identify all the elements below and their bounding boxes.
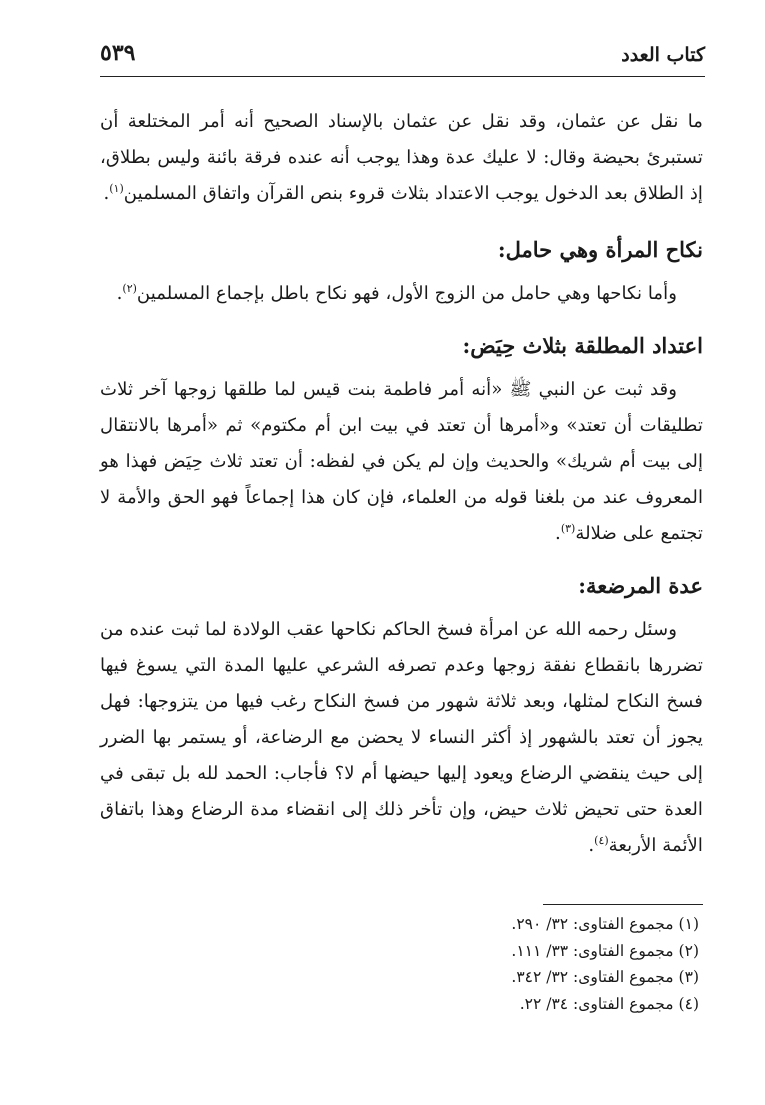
book-title: كتاب العدد — [621, 44, 705, 66]
footnote-item — [100, 991, 703, 1018]
footnotes — [100, 904, 703, 1017]
paragraph-end: . — [588, 835, 595, 856]
paragraph-end: . — [555, 523, 561, 544]
footnote-separator — [543, 904, 703, 905]
footnote-text: مجموع الفتاوى: ٣٢/ ٣٤٢. — [511, 968, 674, 986]
footnote-number: (٤) — [678, 994, 699, 1013]
footnote-item — [100, 938, 703, 965]
paragraph-text: وأما نكاحها وهي حامل من الزوج الأول، فهو نكاح باطل بإجماع المسلمين — [136, 283, 677, 304]
paragraph — [100, 276, 703, 312]
main-text — [100, 104, 703, 864]
section-heading: عدة المرضعة: — [578, 573, 703, 598]
footnote-ref: (٤) — [594, 833, 609, 847]
footnote-ref: (٢) — [122, 281, 137, 295]
paragraph-text: ما نقل عن عثمان، وقد نقل عن عثمان بالإسناد الصحيح أنه أمر المختلعة أن تستبرئ بحيضة وقال: لا عليك عدة وهذا يوجب أنه عنده فرقة بائنة وليس بطلاق، إذ الطلاق بعد الدخول يوجب الاعتداد بثلاث قروء بنص القرآن واتفاق المسلمين — [100, 111, 703, 204]
page-number: ٥٣٩ — [100, 40, 136, 66]
footnote-number: (٣) — [678, 968, 699, 986]
footnote-number: (٢) — [678, 941, 699, 960]
footnote-text: مجموع الفتاوى: ٣٤/ ٢٢. — [519, 994, 674, 1013]
paragraph — [100, 372, 703, 552]
paragraph-text: وقد ثبت عن النبي ﷺ «أنه أمر فاطمة بنت قيس لما طلقها زوجها آخر ثلاث تطليقات أن تعتد» و«أمرها أن تعتد في بيت ابن أم مكتوم» ثم «أمرها بالانتقال إلى بيت أم شريك» والحديث وإن لم يكن في لفظه: أن تعتد ثلاث حِيَض فهذا هو المعروف عند من بلغنا قوله من العلماء، فإن كان هذا إجماعاً فهو الحق والأمة لا تجتمع على ضلالة — [100, 379, 703, 544]
paragraph — [100, 104, 703, 212]
footnote-number: (١) — [678, 915, 699, 933]
paragraph-end: . — [116, 283, 123, 304]
footnote-item — [100, 911, 703, 938]
footnote-text: مجموع الفتاوى: ٣٢/ ٢٩٠. — [511, 915, 674, 933]
paragraph-text: وسئل رحمه الله عن امرأة فسخ الحاكم نكاحها عقب الولادة لما ثبت عنده من تضررها بانقطاع نفقة زوجها وعدم تصرفه الشرعي عليها المدة التي يسوغ فيها فسخ النكاح لمثلها، وبعد ثلاثة شهور من فسخ النكاح رغب فيها من يتزوجها: فهل يجوز أن تعتد بالشهور إذ أكثر النساء لا يحضن مع الرضاعة، أو يستمر بها الضرر إلى حيث ينقضي الرضاع ويعود إليها حيضها أم لا؟ فأجاب: الحمد لله بل تبقى في العدة حتى تحيض ثلاث حيض، وإن تأخر ذلك إلى انقضاء مدة الرضاع وهذا باتفاق الأئمة الأربعة — [100, 619, 703, 856]
footnote-ref: (١) — [109, 181, 124, 195]
paragraph — [100, 612, 703, 864]
footnote-item — [100, 964, 703, 991]
footnote-text: مجموع الفتاوى: ٣٣/ ١١١. — [511, 941, 674, 960]
paragraph-end: . — [103, 183, 110, 204]
footnote-ref: (٣) — [560, 521, 576, 535]
section-heading: اعتداد المطلقة بثلاث حِيَض: — [462, 333, 703, 358]
running-header — [100, 40, 705, 77]
section-heading: نكاح المرأة وهي حامل: — [497, 237, 703, 262]
